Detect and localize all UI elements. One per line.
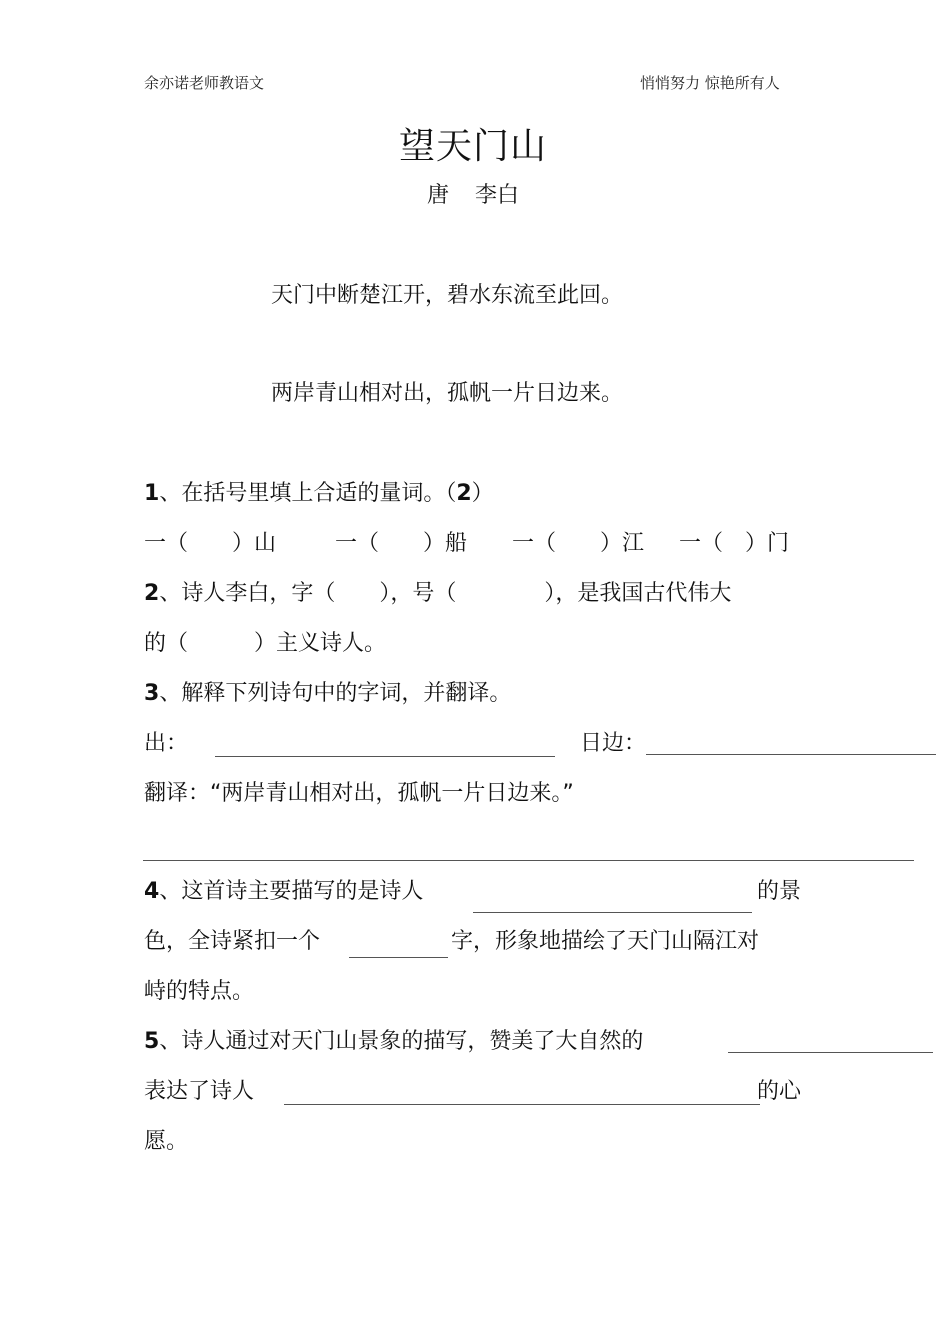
question-5-number: 5 — [144, 1029, 160, 1054]
question-5-line-1 — [144, 1024, 643, 1055]
question-3-text: 、解释下列诗句中的字词，并翻译。 — [159, 681, 512, 706]
q4-scene-blank[interactable] — [473, 912, 752, 913]
q1-item-gate: 一（ ）门 — [679, 531, 790, 556]
question-3 — [144, 676, 511, 707]
question-4-line-2b: 字，形象地描绘了天门山隔江对 — [451, 929, 760, 954]
question-2-line-2: 的（ ）主义诗人。 — [144, 631, 387, 656]
poem-line-1: 天门中断楚江开，碧水东流至此回。 — [271, 283, 624, 308]
question-1-close: ） — [471, 481, 494, 506]
header-left: 余亦诺老师教语文 — [144, 74, 265, 92]
question-5-line-2a: 表达了诗人 — [144, 1079, 255, 1104]
q3-translate-blank[interactable] — [143, 860, 914, 861]
question-4-number: 4 — [144, 879, 160, 904]
question-5-line-3: 愿。 — [144, 1129, 189, 1154]
q1-item-mountain: 一（ ）山 — [144, 531, 277, 556]
poem-line-2: 两岸青山相对出，孤帆一片日边来。 — [271, 381, 624, 406]
poem-author: 李白 — [475, 183, 520, 208]
question-2-text: 、诗人李白，字（ ），号（ ），是我国古代伟大 — [159, 581, 732, 606]
question-3-number: 3 — [144, 681, 160, 706]
q4-char-blank[interactable] — [349, 957, 448, 958]
question-1-number: 1 — [144, 481, 160, 506]
question-4-text-a: 、这首诗主要描写的是诗人 — [159, 879, 424, 904]
question-4-text-b: 的景 — [757, 879, 802, 904]
question-5-text: 、诗人通过对天门山景象的描写，赞美了大自然的 — [159, 1029, 644, 1054]
question-2-line-1 — [144, 576, 731, 607]
question-1-score: 2 — [456, 481, 472, 506]
question-4-line-2a: 色，全诗紧扣一个 — [144, 929, 321, 954]
question-4-line-3: 峙的特点。 — [144, 979, 255, 1004]
q5-wish-blank[interactable] — [284, 1104, 760, 1105]
poem-title: 望天门山 — [399, 126, 548, 167]
question-2-number: 2 — [144, 581, 160, 606]
q1-item-boat: 一（ ）船 — [335, 531, 468, 556]
q5-nature-blank[interactable] — [728, 1052, 933, 1053]
q3-translate-prompt: 翻译：“两岸青山相对出，孤帆一片日边来。” — [144, 781, 574, 806]
question-1-text: 、在括号里填上合适的量词。（ — [159, 481, 457, 506]
q3-chu-label: 出： — [144, 731, 189, 756]
q3-ribian-blank[interactable] — [646, 754, 936, 755]
question-5-line-2b: 的心 — [757, 1079, 802, 1104]
question-4-line-1 — [144, 874, 423, 905]
q3-chu-blank[interactable] — [215, 756, 555, 757]
q3-ribian-label: 日边： — [580, 731, 647, 756]
q1-item-river: 一（ ）江 — [512, 531, 645, 556]
question-1 — [144, 476, 494, 507]
poem-dynasty: 唐 — [427, 183, 450, 208]
header-right: 悄悄努力 惊艳所有人 — [640, 74, 780, 92]
